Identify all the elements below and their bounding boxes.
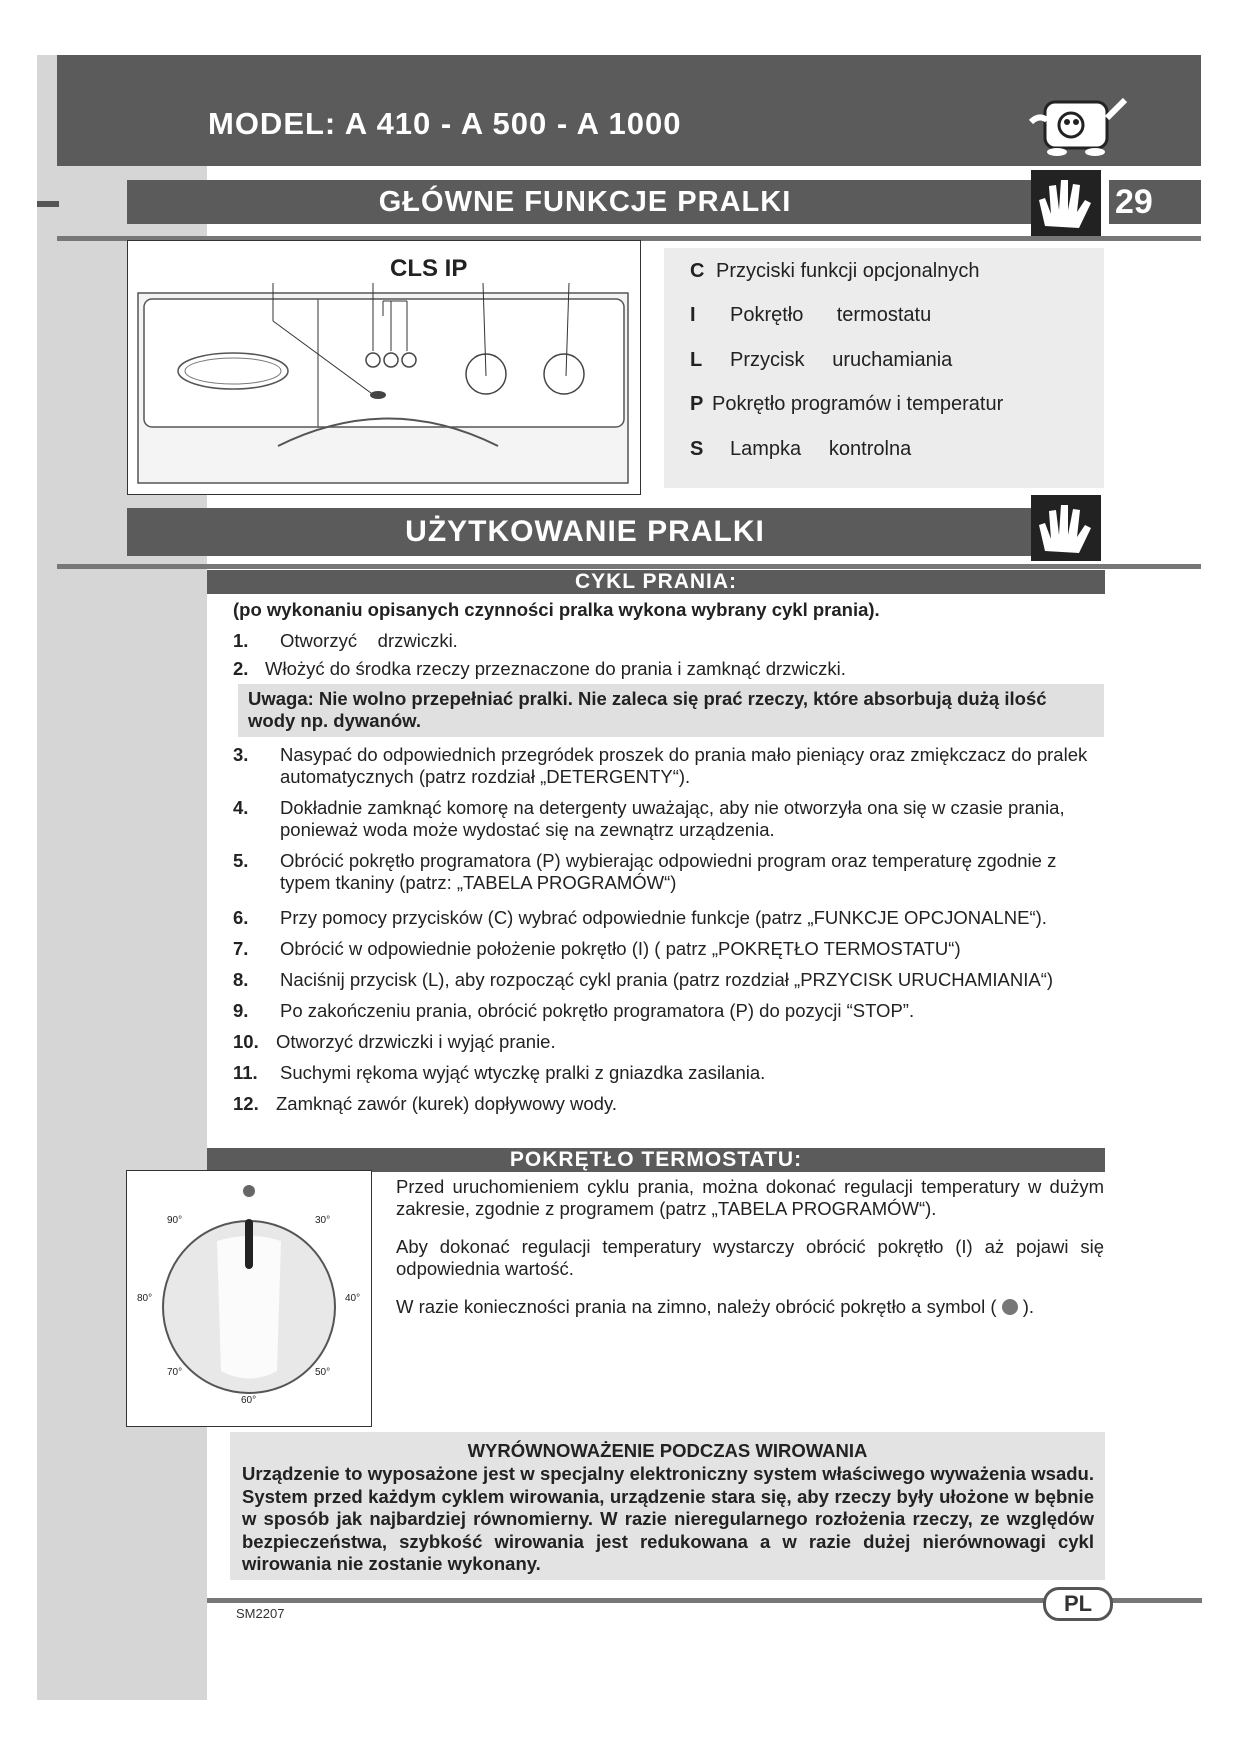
hand-icon — [1031, 170, 1101, 236]
section-rule — [57, 564, 1201, 569]
subsection-title-thermostat: POKRĘTŁO TERMOSTATU: — [207, 1148, 1105, 1172]
page-number — [1109, 180, 1201, 224]
cold-wash-icon — [1002, 1299, 1018, 1315]
step-number: 5. — [233, 850, 249, 871]
step-text: Nasypać do odpowiednich przegródek proszek do prania mało pieniący oraz zmiękczacz do pralek automatycznych (patrz rozdział „DETERGENTY“). — [280, 744, 1088, 787]
edge-tab-mark — [37, 201, 59, 207]
spin-balance-box — [230, 1432, 1105, 1580]
panel-legend — [664, 248, 1104, 488]
step-text: Obrócić w odpowiednie położenie pokrętło (I) ( patrz „POKRĘTŁO TERMOSTATU“) — [280, 938, 961, 959]
step-number: 6. — [233, 907, 249, 928]
step-number: 4. — [233, 797, 249, 818]
page-number-text: 29 — [1115, 183, 1153, 221]
legend-item-i: I Pokrętło termostatu — [690, 304, 932, 326]
washing-machine-mascot-logo — [1025, 92, 1135, 158]
thermostat-paragraph-3 — [396, 1296, 1104, 1318]
legend-item-s: S Lampka kontrolna — [690, 438, 912, 460]
dial-label: 50° — [315, 1367, 331, 1378]
step-text: Po zakończeniu prania, obrócić pokrętło programatora (P) do pozycji “STOP”. — [280, 1000, 915, 1021]
warning-text: Uwaga: Nie wolno przepełniać pralki. Nie zaleca się prać rzeczy, które absorbują dużą ilość wody np. dywanów. — [248, 688, 1047, 731]
control-panel-illustration — [127, 240, 641, 495]
hand-icon — [1031, 495, 1101, 561]
warning-box — [238, 684, 1104, 737]
step-number: 1. — [233, 630, 249, 651]
dial-label: 80° — [137, 1293, 153, 1304]
step-number: 8. — [233, 969, 249, 990]
language-badge: PL — [1043, 1587, 1113, 1621]
model-title: MODEL: A 410 - A 500 - A 1000 — [208, 106, 682, 141]
subsection-title-wash-cycle: CYKL PRANIA: — [207, 570, 1105, 594]
spin-balance-title: WYRÓWNOWAŻENIE PODCZAS WIROWANIA — [467, 1440, 868, 1461]
step-number: 9. — [233, 1000, 249, 1021]
legend-item-p: P Pokrętło programów i temperatur — [690, 393, 1004, 415]
dial-label: 90° — [167, 1215, 183, 1226]
section-title-usage: UŻYTKOWANIE PRALKI — [127, 508, 1043, 556]
thermostat-paragraph-2: Aby dokonać regulacji temperatury wystarczy obrócić pokrętło (I) aż pojawi się odpowiednia wartość. — [396, 1236, 1104, 1279]
step-number: 3. — [233, 744, 249, 765]
dial-label: 40° — [345, 1293, 361, 1304]
step-text: Otworzyć drzwiczki i wyjąć pranie. — [276, 1031, 556, 1052]
dial-label: 70° — [167, 1367, 183, 1378]
step-text: Naciśnij przycisk (L), aby rozpocząć cykl prania (patrz rozdział „PRZYCISK URUCHAMIANIA“) — [280, 969, 1054, 990]
step-number: 11. — [233, 1062, 258, 1083]
thermostat-paragraph-1: Przed uruchomieniem cyklu prania, można dokonać regulacji temperatury w dużym zakresie, zgodnie z programem (patrz „TABELA PROGRAMÓW“). — [396, 1176, 1104, 1219]
step-text: Zamknąć zawór (kurek) dopływowy wody. — [276, 1093, 617, 1114]
wash-cycle-intro: (po wykonaniu opisanych czynności pralka wykona wybrany cykl prania). — [233, 599, 880, 620]
thermostat-dial-illustration — [126, 1170, 372, 1427]
thermostat-paragraph-3-start: W razie konieczności prania na zimno, należy obrócić pokrętło a symbol ( — [396, 1296, 997, 1317]
step-text: Włożyć do środka rzeczy przeznaczone do prania i zamknąć drzwiczki. — [265, 658, 846, 679]
panel-label: CLS IP — [390, 255, 468, 282]
step-text: Dokładnie zamknąć komorę na detergenty uważając, aby nie otworzyła ona się w czasie prania, ponieważ woda może wydostać się na zewnątrz urządzenia. — [280, 797, 1065, 840]
dial-label: 60° — [241, 1395, 257, 1406]
section-title-main-functions: GŁÓWNE FUNKCJE PRALKI — [127, 180, 1043, 224]
step-number: 7. — [233, 938, 249, 959]
step-number: 2. — [233, 658, 249, 679]
step-text: Przy pomocy przycisków (C) wybrać odpowiednie funkcje (patrz „FUNKCJE OPCJONALNE“). — [280, 907, 1047, 928]
spin-balance-text: Urządzenie to wyposażone jest w specjalny elektroniczny system właściwego wyważenia wsadu. System przed każdym cyklem wirowania, urządzenie stara się, aby rzeczy były ułożone w bębnie w sposób jak najbardziej równomierny. W razie nieregularnego rozłożenia rzeczy, ze względów bezpieczeństwa, szybkość wirowania jest redukowana a w razie dużej nierównowagi cykl wirowania nie zostanie wykonany. — [242, 1463, 1094, 1574]
legend-item-c: C Przyciski funkcji opcjonalnych — [690, 260, 980, 282]
legend-item-l: L Przycisk uruchamiania — [690, 349, 953, 371]
step-text: Otworzyć drzwiczki. — [280, 630, 458, 651]
document-code: SM2207 — [236, 1606, 285, 1621]
step-text: Suchymi rękoma wyjąć wtyczkę pralki z gniazdka zasilania. — [280, 1062, 766, 1083]
step-number: 12. — [233, 1093, 259, 1114]
step-number: 10. — [233, 1031, 259, 1052]
dial-label: 30° — [315, 1215, 331, 1226]
thermostat-paragraph-3-end: ). — [1022, 1296, 1035, 1317]
step-text: Obrócić pokrętło programatora (P) wybierając odpowiedni program oraz temperaturę zgodnie z typem tkaniny (patrz: „TABELA PROGRAMÓW“) — [280, 850, 1057, 893]
